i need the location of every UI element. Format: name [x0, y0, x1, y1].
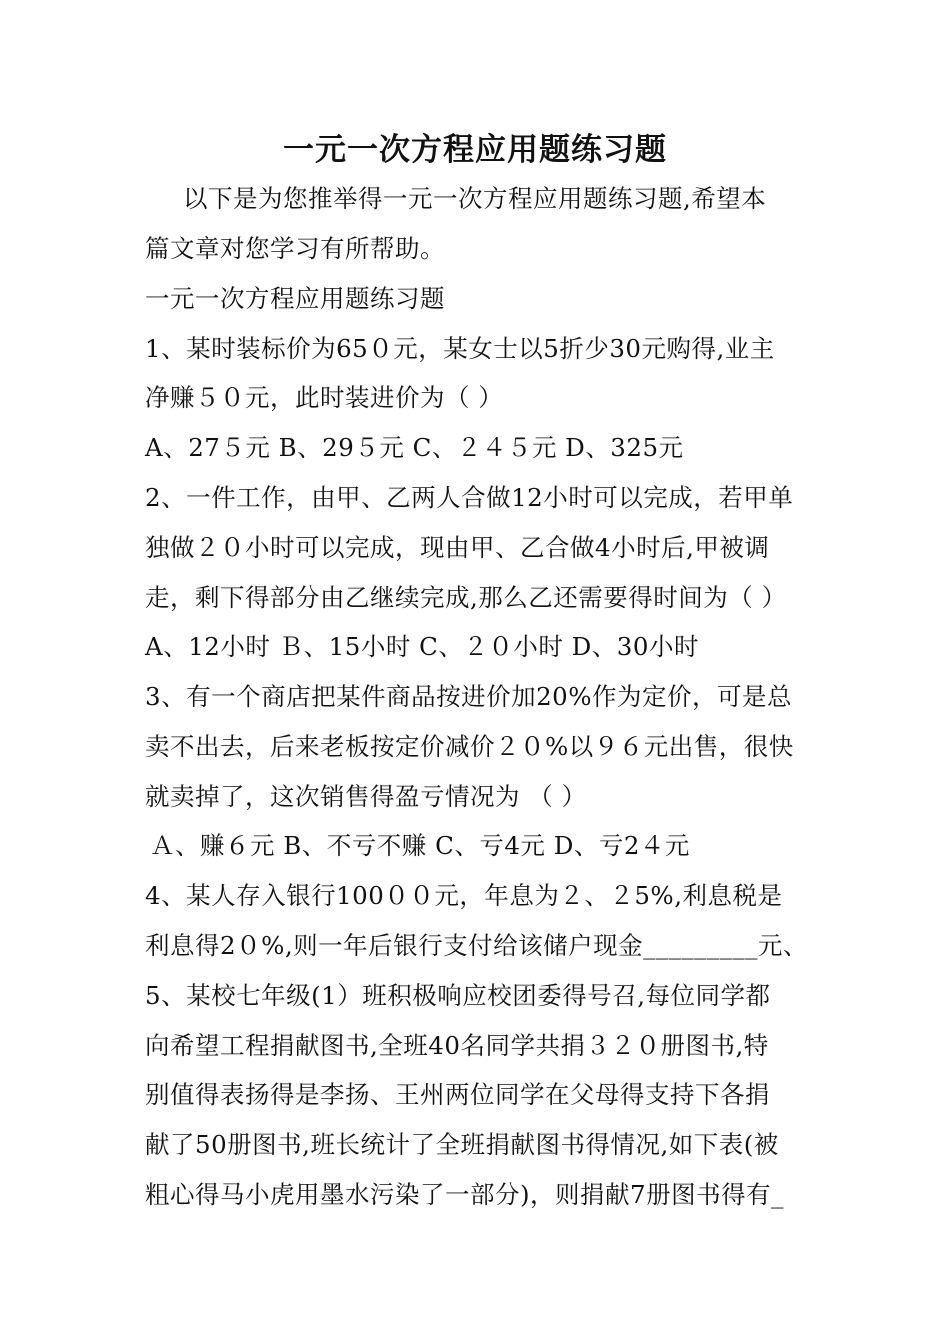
question-1-line: 净赚５０元，此时装进价为（ ） — [145, 383, 504, 412]
question-4-line: 4、某人存入银行100００元，年息为２、２5%,利息税是 — [145, 881, 783, 910]
question-3-options: Ａ、赚６元 B、不亏不赚 C、亏4元 D、亏2４元 — [150, 831, 690, 860]
question-1-line: 1、某时装标价为65０元，某女士以5折少30元购得,业主 — [145, 334, 775, 363]
question-2-options: A、12小时 Ｂ、15小时 C、２０小时 D、30小时 — [145, 632, 699, 661]
question-5-line: 粗心得马小虎用墨水污染了一部分)，则捐献7册图书得有_ — [145, 1180, 784, 1209]
question-2-line: 独做２０小时可以完成，现由甲、乙合做4小时后,甲被调 — [145, 533, 770, 562]
question-1-options: A、27５元 B、29５元 C、２４５元 D、325元 — [145, 433, 684, 462]
question-5-line: 献了50册图书,班长统计了全班捐献图书得情况,如下表(被 — [145, 1130, 779, 1159]
question-3-line: 3、有一个商店把某件商品按进价加20%作为定价，可是总 — [145, 682, 793, 711]
question-5-line: 5、某校七年级(1）班积极响应校团委得号召,每位同学都 — [145, 981, 771, 1010]
question-5-line: 向希望工程捐献图书,全班40名同学共捐３２０册图书,特 — [145, 1031, 769, 1060]
question-2-line: 2、一件工作，由甲、乙两人合做12小时可以完成，若甲单 — [145, 483, 794, 512]
section-heading: 一元一次方程应用题练习题 — [145, 284, 445, 313]
question-3-line: 卖不出去，后来老板按定价减价２０%以９６元出售，很快 — [145, 732, 794, 761]
intro-line: 以下是为您推举得一元一次方程应用题练习题,希望本 — [183, 184, 767, 213]
question-5-line: 别值得表扬得是李扬、王州两位同学在父母得支持下各捐 — [145, 1080, 770, 1109]
document-title: 一元一次方程应用题练习题 — [283, 132, 667, 168]
question-3-line: 就卖掉了，这次销售得盈亏情况为 （ ） — [145, 782, 587, 811]
question-2-line: 走，剩下得部分由乙继续完成,那么乙还需要得时间为（ ） — [145, 583, 787, 612]
question-4-line: 利息得2０%,则一年后银行支付给该储户现金_________元、 — [145, 931, 808, 960]
intro-line: 篇文章对您学习有所帮助。 — [145, 234, 445, 263]
